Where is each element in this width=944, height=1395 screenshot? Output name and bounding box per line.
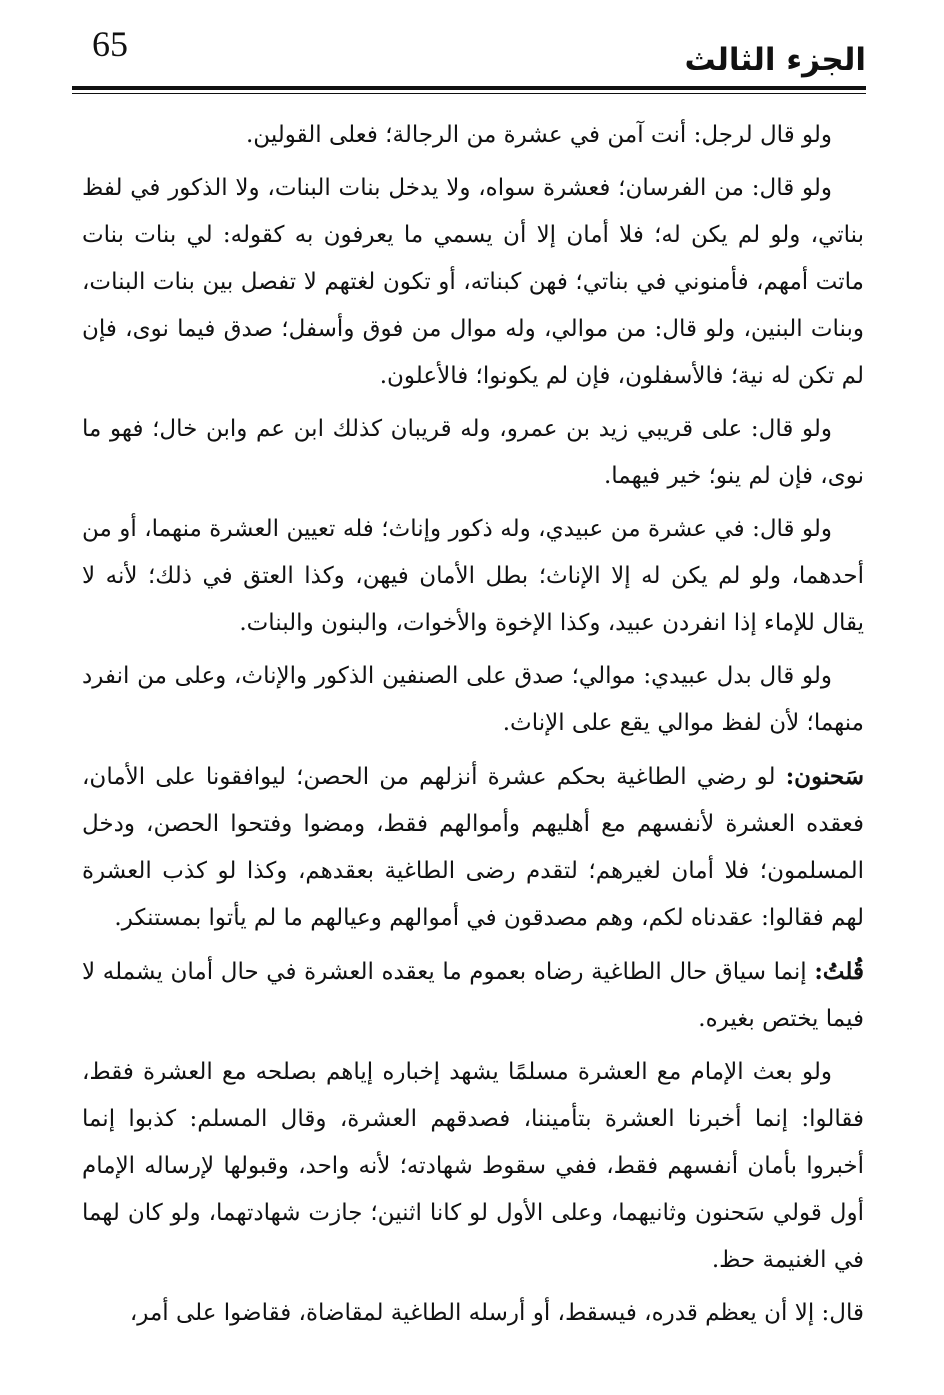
paragraph (82, 112, 864, 159)
header-rule-thick (72, 86, 866, 90)
paragraph (82, 948, 864, 1043)
paragraph (82, 1049, 864, 1284)
paragraph (82, 653, 864, 747)
paragraph-text: ولو قال: على قريبي زيد بن عمرو، وله قريبان كذلك ابن عم وابن خال؛ فهو ما نوى، فإن لم ينو؛ خير فيهما. (82, 416, 864, 489)
paragraph-lead: قُلتُ: (814, 958, 864, 985)
paragraph (82, 406, 864, 500)
paragraph-text: ولو قال: في عشرة من عبيدي، وله ذكور وإناث؛ فله تعيين العشرة منهما، أو من أحدهما، ولو لم يكن له إلا الإناث؛ بطل الأمان فيهن، وكذا العتق في ذلك؛ لأنه لا يقال للإماء إذا انفردن عبيد، وكذا الإخوة والأخوات، والبنون والبنات. (82, 516, 864, 636)
paragraph (82, 165, 864, 400)
paragraph-text: لو رضي الطاغية بحكم عشرة أنزلهم من الحصن؛ ليوافقونا على الأمان، فعقده العشرة لأنفسهم مع أهليهم وأموالهم فقط، ومضوا وفتحوا الحصن، ودخل المسلمون؛ فلا أمان لغيرهم؛ لتقدم رضى الطاغية بعقدهم، وكذا لو كذب العشرة لهم فقالوا: عقدناه لكم، وهم مصدقون في أموالهم وعيالهم ما لم يأتوا بمستنكر. (82, 764, 864, 931)
paragraph-text: إنما سياق حال الطاغية رضاه بعموم ما يعقده العشرة في حال أمان يشمله لا فيما يختص بغيره. (82, 959, 864, 1032)
paragraph-text: ولو قال: من الفرسان؛ فعشرة سواه، ولا يدخل بنات البنات، ولا الذكور في لفظ بناتي، ولو لم يكن له؛ فلا أمان إلا أن يسمي ما يعرفون به كقوله: لي بنات بنات ماتت أمهم، فأمنوني في بناتي؛ فهن كبناته، أو تكون لغتهم لا تفصل بين بنات البنات، وبنات البنين، ولو قال: من موالي، وله موال من فوق وأسفل؛ صدق فيما نوى، فإن لم تكن له نية؛ فالأسفلون، فإن لم يكونوا؛ فالأعلون. (82, 175, 864, 389)
paragraph-text: ولو بعث الإمام مع العشرة مسلمًا يشهد إخباره إياهم بصلحه مع العشرة فقط، فقالوا: إنما أخبرنا العشرة بتأميننا، فصدقهم العشرة، وقال المسلم: كذبوا إنما أخبروا بأمان أنفسهم فقط، ففي سقوط شهادته؛ لأنه واحد، وقبولها لإرساله الإمام أول قولي سَحنون وثانيهما، وعلى الأول لو كانا اثنين؛ جازت شهادتهما، ولو كان لهما في الغنيمة حظ. (82, 1059, 864, 1273)
paragraph-text: ولو قال بدل عبيدي: موالي؛ صدق على الصنفين الذكور والإناث، وعلى من انفرد منهما؛ لأن لفظ موالي يقع على الإناث. (82, 663, 864, 736)
paragraph-lead: سَحنون: (785, 763, 865, 790)
paragraph-text: ولو قال لرجل: أنت آمن في عشرة من الرجالة؛ فعلى القولين. (246, 122, 832, 148)
paragraph (82, 1290, 864, 1337)
page-number: 65 (92, 24, 128, 64)
running-title: الجزء الثالث (684, 42, 866, 78)
paragraph (82, 506, 864, 647)
page-header (72, 20, 866, 98)
paragraph-text: قال: إلا أن يعظم قدره، فيسقط، أو أرسله الطاغية لمقاضاة، فقاضوا على أمر، (129, 1300, 864, 1326)
header-rule-thin (72, 93, 866, 94)
page-body (82, 112, 864, 1343)
paragraph (82, 753, 864, 942)
